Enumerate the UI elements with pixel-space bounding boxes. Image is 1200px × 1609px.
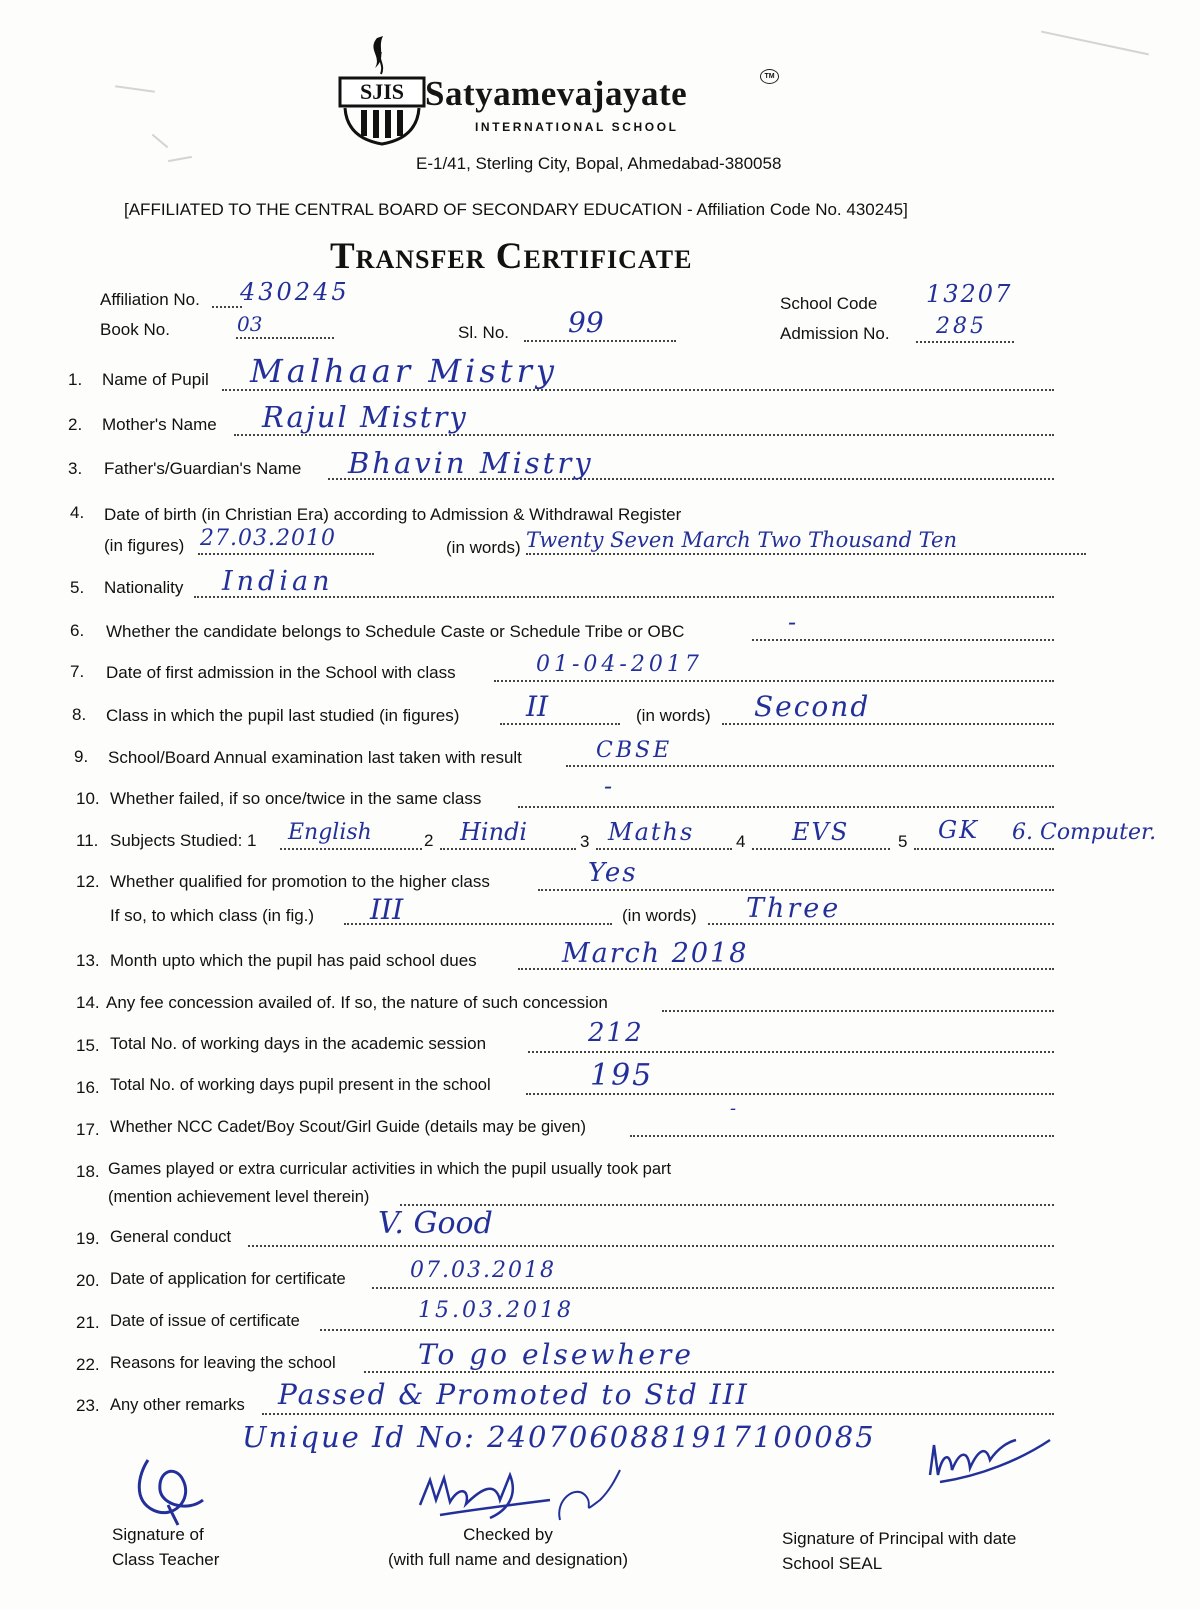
dotted-line	[752, 848, 890, 850]
school-dues-label: Month upto which the pupil has paid school dues	[110, 951, 477, 970]
mothers-name-label: Mother's Name	[102, 415, 217, 434]
other-remarks-value: Passed & Promoted to Std III	[278, 1378, 749, 1411]
promotion-class-value: III	[370, 893, 404, 926]
board-exam-value: CBSE	[596, 738, 673, 763]
date-of-birth-label: Date of birth (in Christian Era) according to Admission & Withdrawal Register	[104, 505, 682, 524]
dotted-line	[596, 848, 732, 850]
application-date-label: Date of application for certificate	[110, 1270, 346, 1288]
last-class-label: Class in which the pupil last studied (in figures)	[106, 706, 460, 725]
affiliation-no-label: Affiliation No.	[100, 290, 200, 309]
item-number: 6.	[70, 621, 85, 640]
dotted-line	[914, 848, 1054, 850]
principal-signature	[920, 1420, 1060, 1490]
days-present-label: Total No. of working days pupil present in the school	[110, 1076, 491, 1094]
scan-mark	[1041, 31, 1149, 56]
scan-mark	[152, 134, 169, 148]
affiliation-line: [AFFILIATED TO THE CENTRAL BOARD OF SECONDARY EDUCATION - Affiliation Code No. 430245]	[124, 200, 908, 219]
subject-5-value: GK	[938, 816, 980, 844]
application-date-value: 07.03.2018	[410, 1258, 556, 1283]
dotted-line	[528, 1051, 1054, 1053]
scan-mark	[115, 85, 155, 93]
name-of-pupil-label: Name of Pupil	[102, 370, 209, 389]
other-remarks-label: Any other remarks	[110, 1396, 245, 1414]
item-number: 2.	[68, 415, 83, 434]
item-number: 10.	[76, 789, 100, 808]
dotted-line	[320, 1329, 1054, 1331]
working-days-label: Total No. of working days in the academic session	[110, 1034, 487, 1053]
dotted-line	[630, 1135, 1054, 1137]
fathers-name-label: Father's/Guardian's Name	[104, 459, 302, 478]
item-number: 7.	[70, 662, 85, 681]
item-number: 17.	[76, 1120, 100, 1139]
school-code-value: 13207	[926, 280, 1013, 308]
dotted-line	[526, 1093, 1054, 1095]
dob-figures-label: (in figures)	[104, 536, 185, 555]
admission-no-label: Admission No.	[780, 324, 890, 343]
dotted-line	[400, 1204, 1054, 1206]
item-number: 3.	[68, 459, 83, 478]
principal-label-line-1: Signature of Principal with date	[782, 1529, 1017, 1548]
dotted-line	[248, 1245, 1054, 1247]
item-number: 15.	[76, 1036, 100, 1055]
promotion-value: Yes	[588, 858, 638, 888]
unique-id: Unique Id No: 2407060881917100085	[242, 1420, 876, 1454]
item-number: 12.	[76, 872, 100, 891]
dotted-line	[234, 434, 1054, 436]
last-class-figures-value: II	[526, 690, 549, 723]
principal-label-line-2: School SEAL	[782, 1554, 883, 1573]
school-logo	[337, 28, 427, 148]
dotted-line	[198, 553, 374, 555]
class-teacher-signature	[128, 1450, 218, 1530]
promotion-class-label: If so, to which class (in fig.)	[110, 906, 315, 925]
dotted-line	[236, 337, 334, 339]
item-number: 16.	[76, 1078, 100, 1097]
subject-1-value: English	[288, 820, 372, 845]
subject-3-number: 3	[580, 832, 590, 851]
last-class-words-value: Second	[754, 690, 871, 723]
general-conduct-label: General conduct	[110, 1228, 232, 1246]
ncc-label: Whether NCC Cadet/Boy Scout/Girl Guide (details may be given)	[110, 1118, 586, 1136]
checked-by-label-line-2: (with full name and designation)	[387, 1550, 629, 1569]
last-class-words-label: (in words)	[636, 706, 711, 725]
subject-2-value: Hindi	[460, 818, 528, 846]
subject-5-number: 5	[898, 832, 908, 851]
dotted-line	[526, 553, 1086, 555]
general-conduct-value: V. Good	[378, 1206, 493, 1241]
days-present-value: 195	[590, 1058, 654, 1093]
item-number: 22.	[76, 1355, 100, 1374]
dotted-line	[662, 1010, 1054, 1012]
dotted-line	[364, 1371, 1054, 1373]
item-number: 8.	[72, 705, 87, 724]
sl-no-label: Sl. No.	[458, 323, 510, 342]
promotion-words-value: Three	[746, 893, 842, 924]
dotted-line	[538, 889, 1054, 891]
subject-4-number: 4	[736, 832, 746, 851]
dob-words-label: (in words)	[446, 538, 521, 557]
book-no-label: Book No.	[100, 320, 170, 339]
logo-badge-text: SJIS	[359, 79, 405, 104]
item-number: 5.	[70, 578, 85, 597]
mothers-name-value: Rajul Mistry	[262, 400, 468, 434]
subjects-label: Subjects Studied: 1	[110, 831, 257, 850]
activities-label-2: (mention achievement level therein)	[108, 1188, 370, 1206]
fathers-name-value: Bhavin Mistry	[348, 446, 594, 480]
promotion-words-label: (in words)	[622, 906, 697, 925]
dob-figures-value: 27.03.2010	[200, 526, 336, 551]
subject-4-value: EVS	[792, 818, 850, 846]
dotted-line	[280, 848, 422, 850]
issue-date-value: 15.03.2018	[418, 1298, 574, 1323]
item-number: 4.	[70, 503, 85, 522]
nationality-value: Indian	[222, 566, 334, 597]
issue-date-label: Date of issue of certificate	[110, 1312, 300, 1330]
dotted-line	[566, 765, 1054, 767]
ncc-value: -	[730, 1098, 737, 1119]
first-admission-label: Date of first admission in the School with class	[106, 663, 456, 682]
item-number: 21.	[76, 1313, 100, 1332]
name-of-pupil-value: Malhaar Mistry	[250, 352, 558, 390]
admission-no-value: 285	[936, 314, 987, 339]
dotted-line	[752, 639, 1054, 641]
item-number: 9.	[74, 747, 89, 766]
leaving-reason-value: To go elsewhere	[418, 1338, 694, 1371]
nationality-label: Nationality	[104, 578, 184, 597]
school-address: E-1/41, Sterling City, Bopal, Ahmedabad-380058	[416, 154, 782, 173]
failed-value: -	[604, 772, 613, 800]
subject-6-value: 6. Computer.	[1012, 820, 1157, 845]
leaving-reason-label: Reasons for leaving the school	[110, 1354, 336, 1372]
affiliation-no-value: 430245	[240, 278, 350, 306]
class-teacher-label	[112, 1522, 219, 1572]
failed-label: Whether failed, if so once/twice in the same class	[110, 789, 482, 808]
school-dues-value: March 2018	[562, 938, 749, 969]
dotted-line	[262, 1413, 1054, 1415]
activities-label: Games played or extra curricular activities in which the pupil usually took part	[108, 1160, 672, 1178]
item-number: 13.	[76, 951, 100, 970]
dotted-line	[500, 723, 620, 725]
subject-2-number: 2	[424, 831, 434, 850]
class-teacher-label-line-2: Class Teacher	[112, 1550, 220, 1569]
trademark-mark: TM	[760, 69, 779, 84]
dob-words-value: Twenty Seven March Two Thousand Ten	[526, 528, 958, 552]
item-number: 20.	[76, 1271, 100, 1290]
item-number: 18.	[76, 1162, 100, 1181]
dotted-line	[494, 680, 1054, 682]
item-number: 14.	[76, 993, 100, 1012]
checked-by-label-line-1: Checked by	[463, 1525, 553, 1544]
page-title: Transfer Certificate	[330, 236, 693, 277]
sl-no-value: 99	[568, 306, 604, 339]
book-no-value: 03	[237, 312, 263, 336]
dotted-line	[916, 341, 1014, 343]
checked-by-signature	[400, 1460, 630, 1530]
school-name: Satyamevajayate	[425, 74, 688, 113]
dotted-line	[212, 306, 242, 308]
item-number: 1.	[68, 370, 83, 389]
item-number: 19.	[76, 1229, 100, 1248]
board-exam-label: School/Board Annual examination last taken with result	[108, 748, 522, 767]
scan-mark	[168, 156, 192, 162]
dotted-line	[518, 806, 1054, 808]
caste-category-value: -	[788, 608, 797, 636]
item-number: 23.	[76, 1396, 100, 1415]
dotted-line	[524, 340, 676, 342]
promotion-label: Whether qualified for promotion to the higher class	[110, 872, 490, 891]
dotted-line	[372, 1287, 1054, 1289]
school-code-label: School Code	[780, 294, 878, 313]
checked-by-label	[378, 1522, 638, 1572]
dotted-line	[440, 848, 576, 850]
dotted-line	[722, 723, 1054, 725]
class-teacher-label-line-1: Signature of	[112, 1525, 204, 1544]
working-days-value: 212	[588, 1018, 644, 1048]
principal-label	[782, 1526, 1016, 1576]
subject-3-value: Maths	[608, 818, 695, 846]
item-number: 11.	[76, 831, 99, 850]
caste-category-label: Whether the candidate belongs to Schedule Caste or Schedule Tribe or OBC	[106, 622, 685, 641]
first-admission-value: 01-04-2017	[536, 652, 703, 677]
fee-concession-label: Any fee concession availed of. If so, the nature of such concession	[106, 993, 608, 1012]
school-subtitle: INTERNATIONAL SCHOOL	[475, 120, 679, 134]
